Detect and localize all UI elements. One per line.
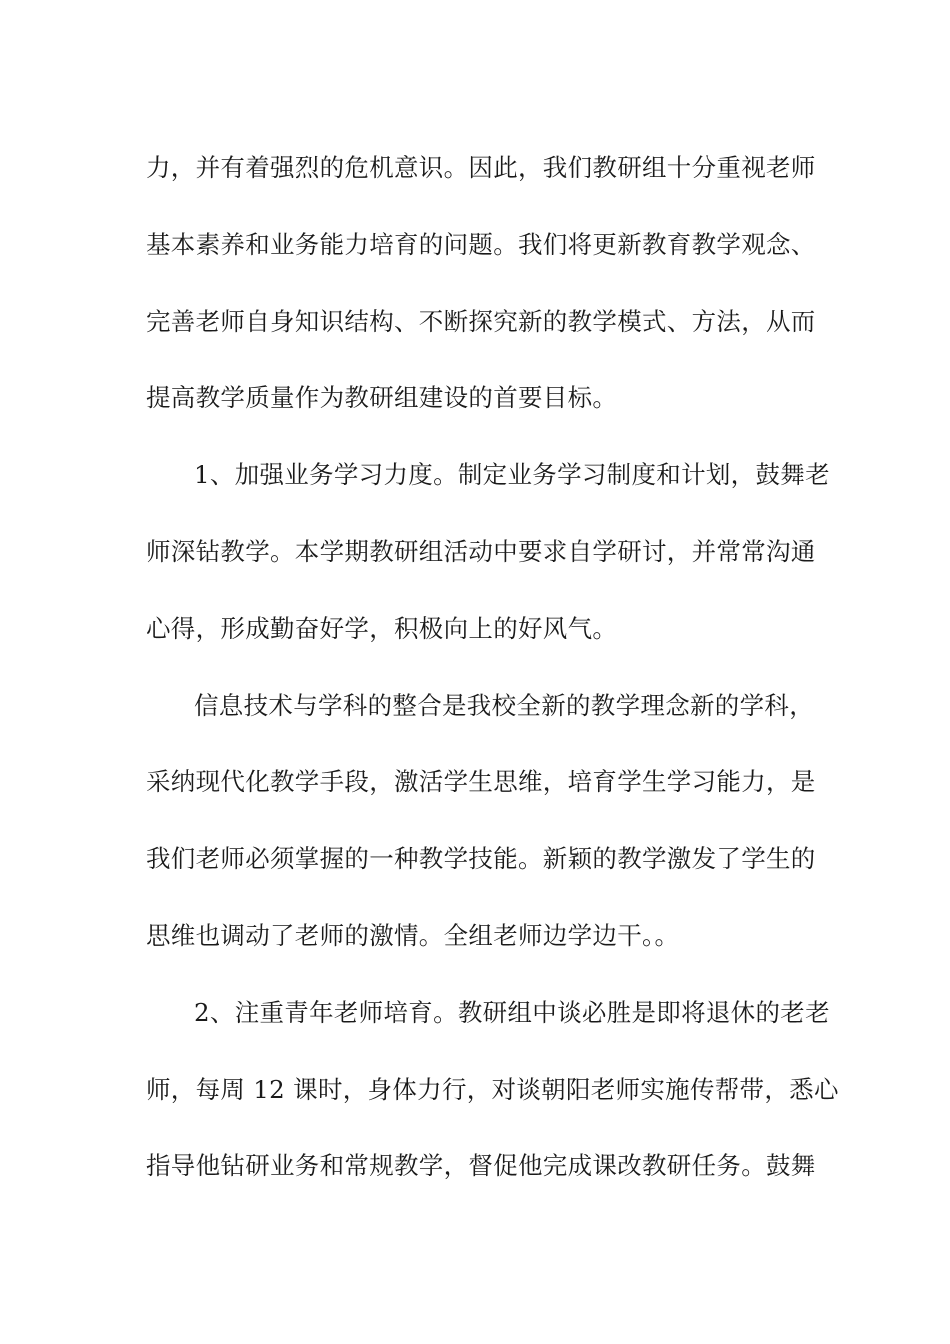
text-line-7: 心得，形成勤奋好学，积极向上的好风气。 bbox=[146, 613, 618, 643]
text-line-8: 信息技术与学科的整合是我校全新的教学理念新的学科， bbox=[194, 690, 814, 720]
text-line-14: 指导他钻研业务和常规教学，督促他完成课改教研任务。鼓舞 bbox=[146, 1151, 816, 1181]
text-line-5: 1、加强业务学习力度。制定业务学习制度和计划，鼓舞老 bbox=[194, 460, 830, 490]
text-line-1: 力，并有着强烈的危机意识。因此，我们教研组十分重视老师 bbox=[146, 153, 816, 182]
text-line-3: 完善老师自身知识结构、不断探究新的教学模式、方法，从而 bbox=[146, 306, 816, 336]
text-line-10: 我们老师必须掌握的一种教学技能。新颖的教学激发了学生的 bbox=[146, 844, 816, 874]
text-line-2: 基本素养和业务能力培育的问题。我们将更新教育教学观念、 bbox=[146, 229, 816, 259]
document-body bbox=[146, 130, 839, 1205]
text-line-6: 师深钻教学。本学期教研组活动中要求自学研讨，并常常沟通 bbox=[146, 536, 816, 566]
text-line-11: 思维也调动了老师的激情。全组老师边学边干。。 bbox=[146, 920, 680, 950]
text-line-9: 采纳现代化教学手段，激活学生思维，培育学生学习能力，是 bbox=[146, 767, 816, 797]
text-line-4: 提高教学质量作为教研组建设的首要目标。 bbox=[146, 383, 618, 413]
text-line-12: 2、注重青年老师培育。教研组中谈必胜是即将退休的老老 bbox=[194, 997, 830, 1027]
text-line-13: 师，每周 12 课时，身体力行，对谈朝阳老师实施传帮带，悉心 bbox=[146, 1074, 839, 1104]
